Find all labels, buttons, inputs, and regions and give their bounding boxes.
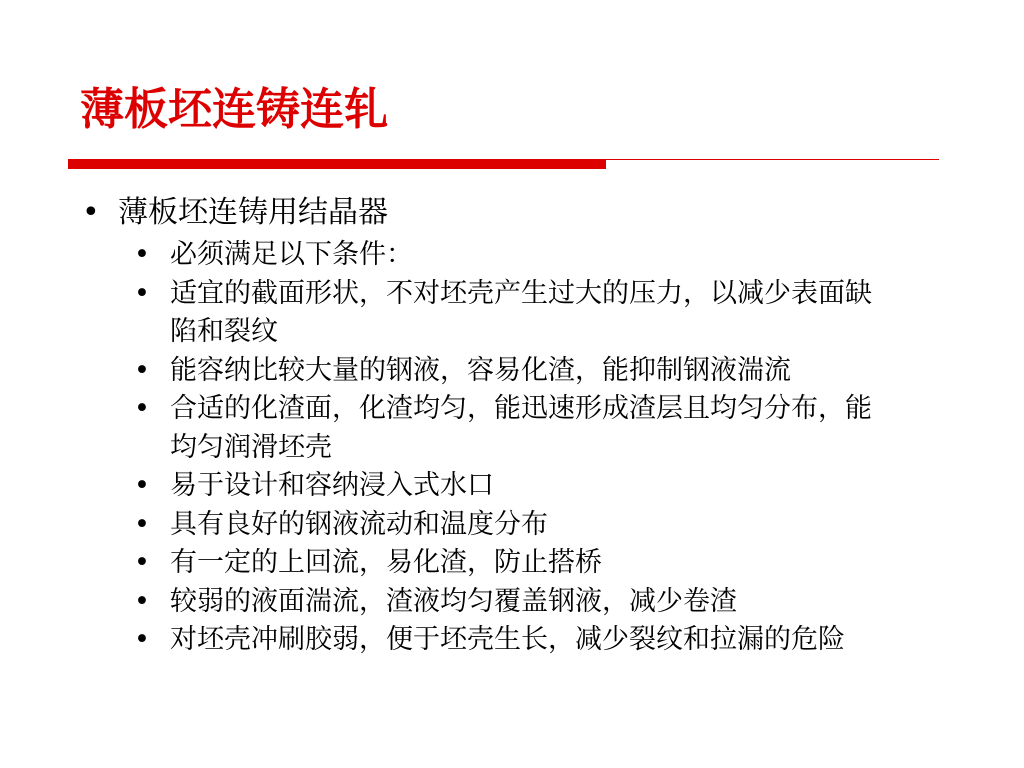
- sub-bullet-item: [128, 506, 882, 545]
- sub-bullet-item: [128, 583, 882, 622]
- main-bullet-text: 薄板坯连铸用结晶器: [118, 195, 388, 230]
- bullet-dot: •: [82, 195, 100, 230]
- sub-bullet-item: [128, 275, 882, 352]
- title-underline-thick: [68, 159, 606, 169]
- sub-bullet-list: [128, 236, 940, 660]
- sub-bullet-text: 较弱的液面湍流，渣液均匀覆盖钢液，减少卷渣: [170, 585, 737, 617]
- sub-bullet-text: 有一定的上回流，易化渣，防止搭桥: [170, 547, 602, 578]
- sub-bullet-item: [128, 544, 882, 583]
- bullet-dot: •: [134, 239, 150, 270]
- bullet-dot: •: [134, 508, 150, 540]
- bullet-dot: •: [134, 393, 150, 424]
- bullet-dot: •: [134, 585, 150, 617]
- sub-bullet-text: 合适的化渣面，化渣均匀，能迅速形成渣层且均匀分布，能均匀润滑坯壳: [170, 393, 872, 463]
- bullet-dot: •: [134, 547, 150, 578]
- bullet-list: [80, 190, 940, 660]
- sub-bullet-text: 必须满足以下条件：: [170, 239, 413, 270]
- sub-bullet-item: [128, 390, 882, 467]
- sub-bullet-text: 易于设计和容纳浸入式水口: [170, 470, 494, 501]
- title-underline-thin: [606, 159, 939, 160]
- slide-title: 薄板坯连铸连轧: [80, 84, 388, 135]
- sub-bullet-text: 适宜的截面形状，不对坯壳产生过大的压力，以减少表面缺陷和裂纹: [170, 277, 872, 347]
- bullet-dot: •: [134, 624, 150, 655]
- sub-bullet-text: 能容纳比较大量的钢液，容易化渣，能抑制钢液湍流: [170, 354, 791, 386]
- sub-bullet-text: 具有良好的钢液流动和温度分布: [170, 508, 548, 540]
- bullet-dot: •: [134, 470, 150, 501]
- bullet-dot: •: [134, 277, 150, 309]
- sub-bullet-item: [128, 467, 882, 506]
- bullet-dot: •: [134, 354, 150, 386]
- sub-bullet-text: 对坯壳冲刷胶弱，便于坯壳生长，减少裂纹和拉漏的危险: [170, 624, 845, 655]
- sub-bullet-item: [128, 621, 882, 660]
- sub-bullet-item: [128, 352, 882, 391]
- main-bullet-item: [80, 190, 940, 236]
- sub-bullet-item: [128, 236, 882, 275]
